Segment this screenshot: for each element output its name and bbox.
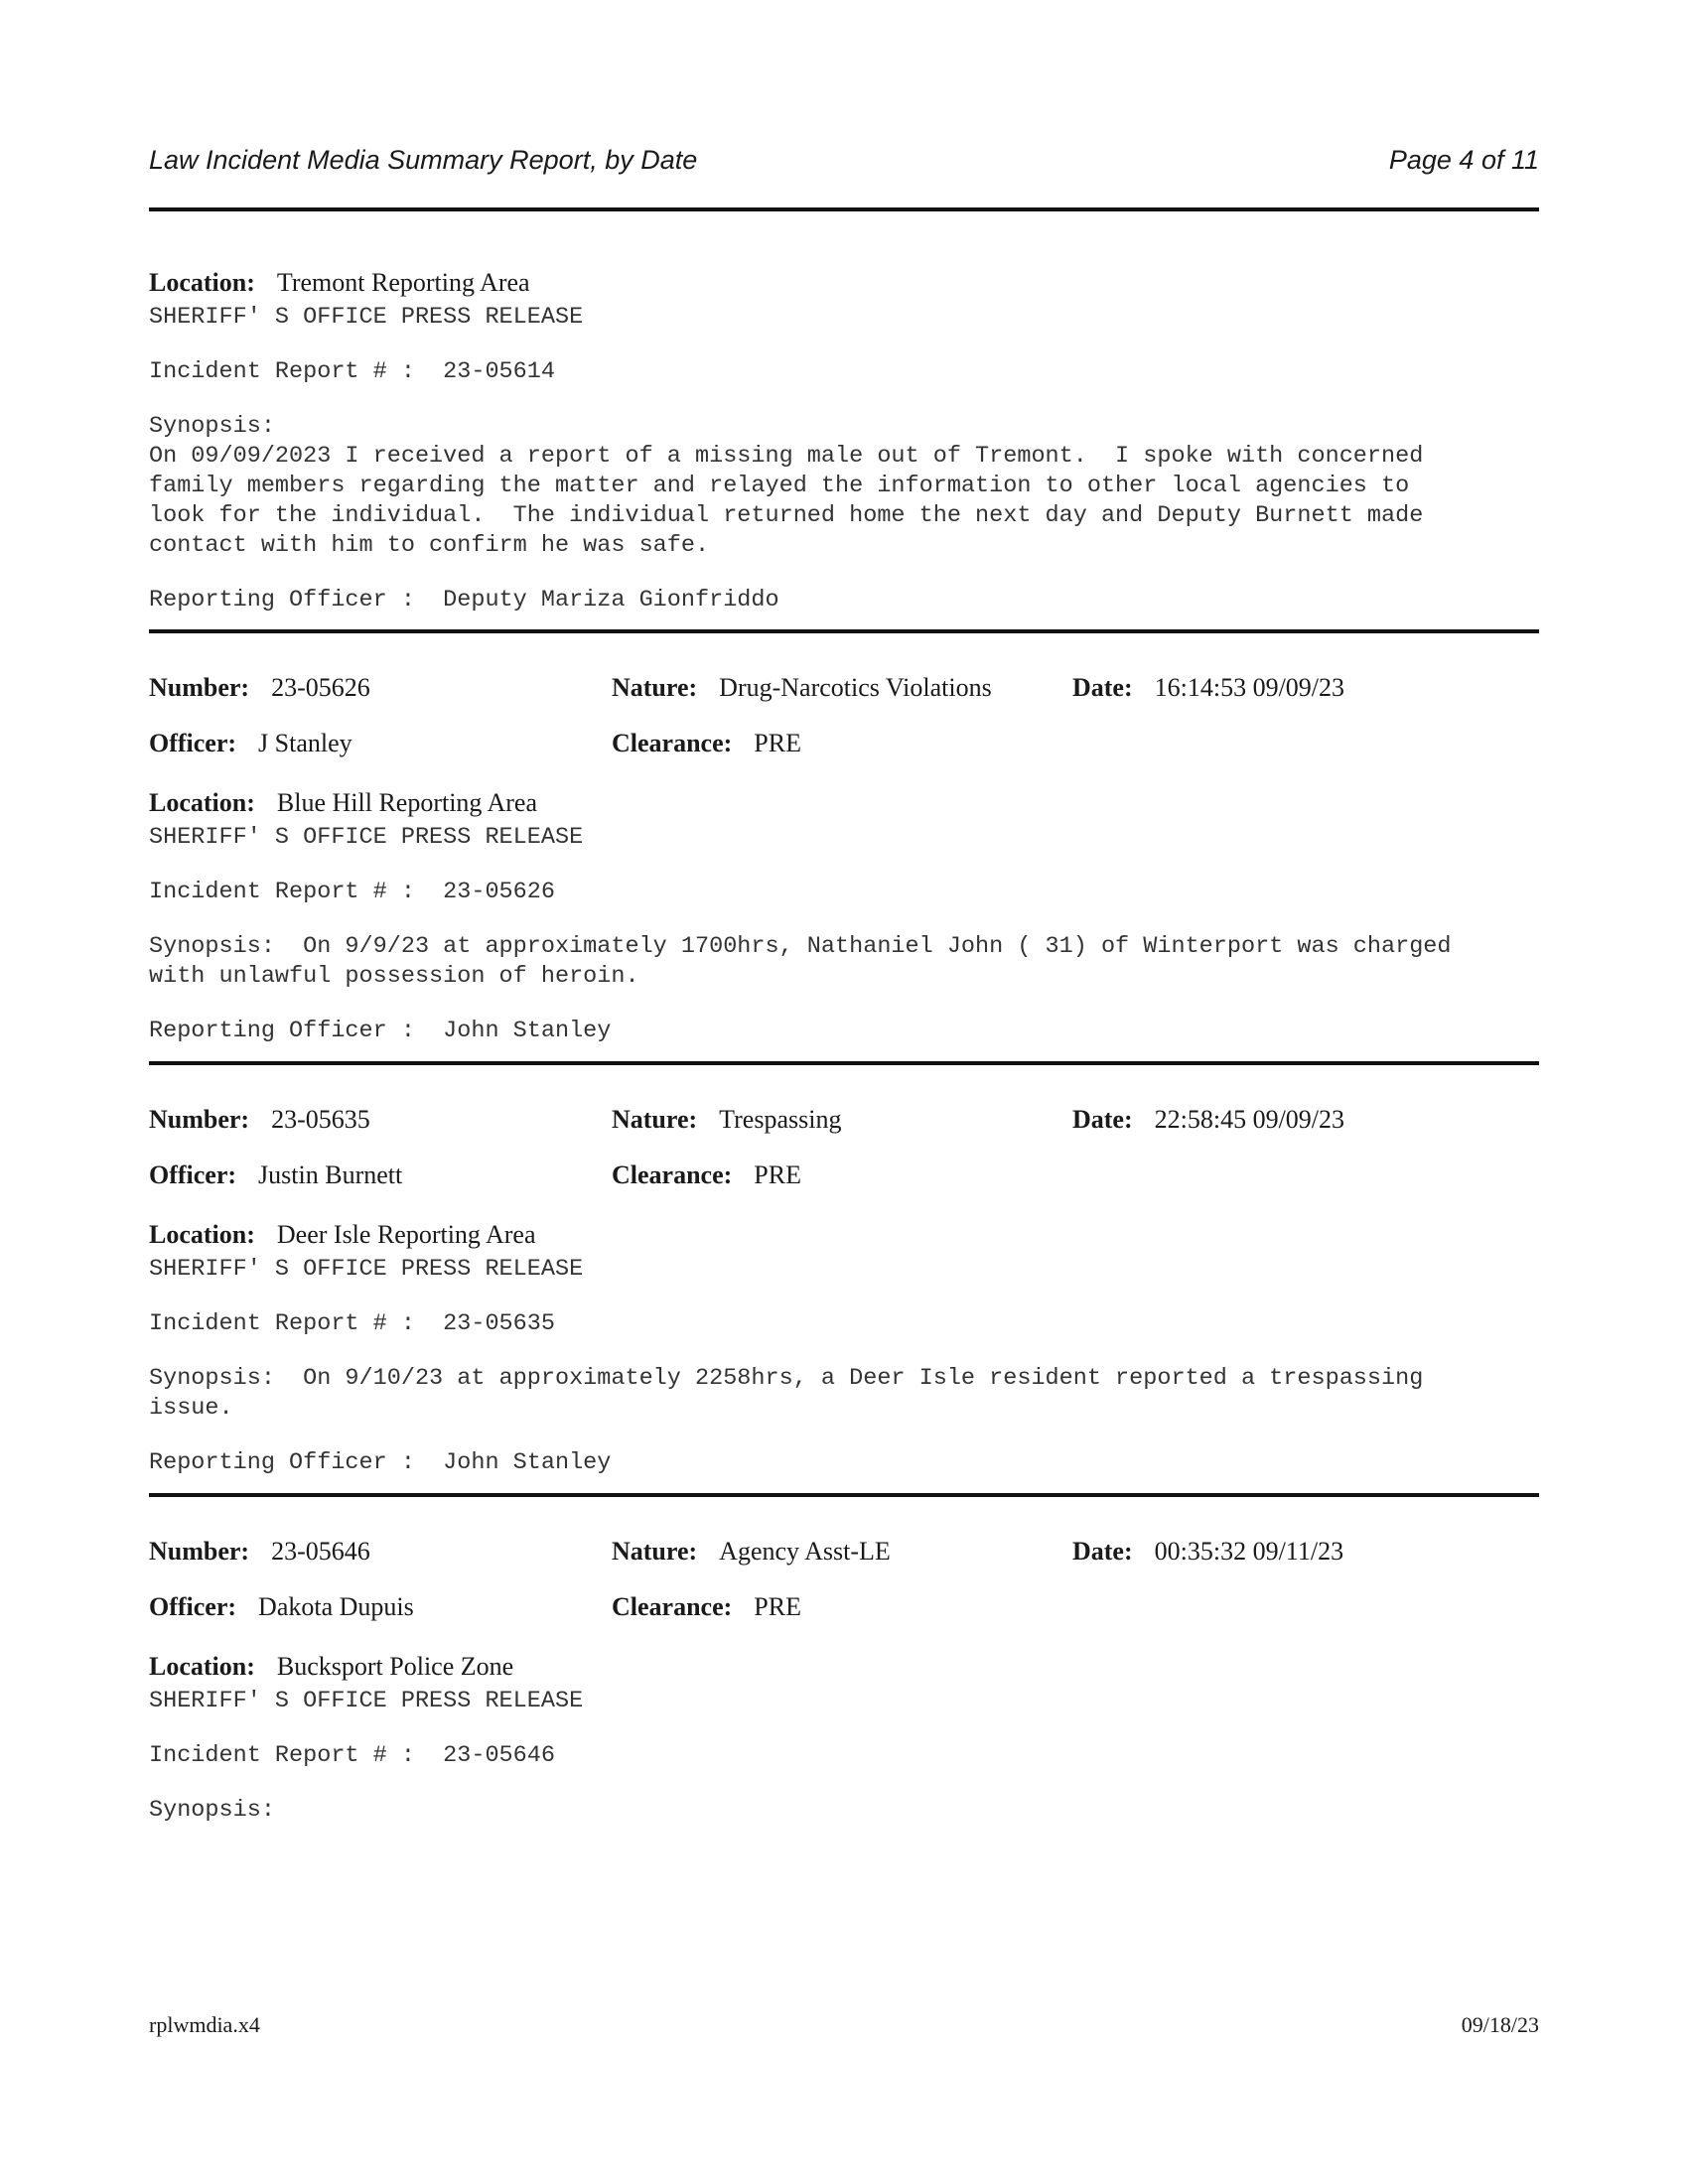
- location-label: Location:: [149, 1220, 255, 1249]
- number-value: 23-05626: [271, 673, 370, 702]
- record-number-row: [149, 1537, 370, 1567]
- nature-label: Nature:: [612, 1537, 698, 1566]
- partial-press-release: SHERIFF' S OFFICE PRESS RELEASE: [149, 304, 584, 331]
- date-value: 00:35:32 09/11/23: [1154, 1537, 1344, 1566]
- record-divider: [149, 1061, 1539, 1065]
- record-location-row: [149, 1220, 536, 1250]
- partial-synopsis-label: Synopsis:: [149, 413, 275, 440]
- location-label: Location:: [149, 788, 255, 817]
- press-release: SHERIFF' S OFFICE PRESS RELEASE: [149, 1688, 584, 1714]
- clearance-label: Clearance:: [612, 729, 733, 757]
- location-value: Deer Isle Reporting Area: [276, 1220, 536, 1249]
- page-indicator: Page 4 of 11: [1388, 145, 1539, 175]
- date-value: 16:14:53 09/09/23: [1154, 673, 1345, 702]
- clearance-value: PRE: [754, 1160, 801, 1189]
- nature-value: Trespassing: [719, 1105, 842, 1134]
- date-value: 22:58:45 09/09/23: [1154, 1105, 1345, 1134]
- synopsis: Synopsis: On 9/9/23 at approximately 1700hrs, Nathaniel John ( 31) of Winterport was charged with unlawful possession of heroin.: [149, 933, 1452, 990]
- record-nature-row: [612, 673, 992, 703]
- officer-value: Dakota Dupuis: [258, 1592, 414, 1621]
- nature-label: Nature:: [612, 673, 698, 702]
- number-value: 23-05635: [271, 1105, 370, 1134]
- record-officer-row: [149, 729, 352, 758]
- synopsis: Synopsis: On 9/10/23 at approximately 2258hrs, a Deer Isle resident reported a trespassing issue.: [149, 1365, 1424, 1422]
- nature-value: Agency Asst-LE: [719, 1537, 891, 1566]
- partial-reporting-officer: Reporting Officer : Deputy Mariza Gionfriddo: [149, 587, 779, 614]
- footer-report-id: rplwmdia.x4: [149, 2012, 260, 2037]
- record-location-row: [149, 788, 537, 818]
- partial-incident-report: Incident Report # : 23-05614: [149, 358, 555, 385]
- record-officer-row: [149, 1160, 402, 1190]
- incident-report-number: Incident Report # : 23-05626: [149, 879, 555, 905]
- record-date-row: [1072, 1537, 1343, 1567]
- record-divider: [149, 629, 1539, 633]
- record-divider: [149, 1493, 1539, 1497]
- record-clearance-row: [612, 1160, 801, 1190]
- number-label: Number:: [149, 673, 250, 702]
- clearance-label: Clearance:: [612, 1592, 733, 1621]
- record-nature-row: [612, 1105, 841, 1135]
- date-label: Date:: [1072, 1537, 1133, 1566]
- record-clearance-row: [612, 1592, 801, 1622]
- nature-label: Nature:: [612, 1105, 698, 1134]
- number-label: Number:: [149, 1537, 250, 1566]
- officer-label: Officer:: [149, 1160, 237, 1189]
- record-number-row: [149, 673, 370, 703]
- officer-value: J Stanley: [258, 729, 352, 757]
- synopsis: Synopsis:: [149, 1797, 275, 1824]
- header-divider: [149, 207, 1539, 211]
- clearance-value: PRE: [754, 729, 801, 757]
- record-location-row: [149, 1652, 513, 1682]
- officer-value: Justin Burnett: [258, 1160, 403, 1189]
- record-nature-row: [612, 1537, 891, 1567]
- location-value: Tremont Reporting Area: [276, 268, 530, 297]
- number-value: 23-05646: [271, 1537, 370, 1566]
- location-value: Blue Hill Reporting Area: [276, 788, 538, 817]
- clearance-value: PRE: [754, 1592, 801, 1621]
- record-officer-row: [149, 1592, 414, 1622]
- location-value: Bucksport Police Zone: [276, 1652, 514, 1681]
- record-clearance-row: [612, 729, 801, 758]
- number-label: Number:: [149, 1105, 250, 1134]
- record-date-row: [1072, 673, 1344, 703]
- officer-label: Officer:: [149, 729, 237, 757]
- officer-label: Officer:: [149, 1592, 237, 1621]
- nature-value: Drug-Narcotics Violations: [719, 673, 992, 702]
- date-label: Date:: [1072, 673, 1133, 702]
- date-label: Date:: [1072, 1105, 1133, 1134]
- location-label: Location:: [149, 1652, 255, 1681]
- location-label: Location:: [149, 268, 255, 297]
- press-release: SHERIFF' S OFFICE PRESS RELEASE: [149, 1256, 584, 1283]
- report-title: Law Incident Media Summary Report, by Date: [149, 145, 698, 175]
- record-date-row: [1072, 1105, 1344, 1135]
- incident-report-number: Incident Report # : 23-05646: [149, 1742, 555, 1769]
- reporting-officer: Reporting Officer : John Stanley: [149, 1449, 612, 1476]
- clearance-label: Clearance:: [612, 1160, 733, 1189]
- footer-print-date: 09/18/23: [1461, 2012, 1539, 2037]
- press-release: SHERIFF' S OFFICE PRESS RELEASE: [149, 824, 584, 851]
- reporting-officer: Reporting Officer : John Stanley: [149, 1018, 612, 1044]
- partial-location-row: [149, 268, 530, 298]
- record-number-row: [149, 1105, 370, 1135]
- incident-report-number: Incident Report # : 23-05635: [149, 1310, 555, 1337]
- partial-synopsis: On 09/09/2023 I received a report of a missing male out of Tremont. I spoke with concerned family members regarding the matter and relayed the information to other local agencies to look for the individual. The individual returned home the next day and Deputy Burnett made contact with him to confirm he was safe.: [149, 443, 1424, 559]
